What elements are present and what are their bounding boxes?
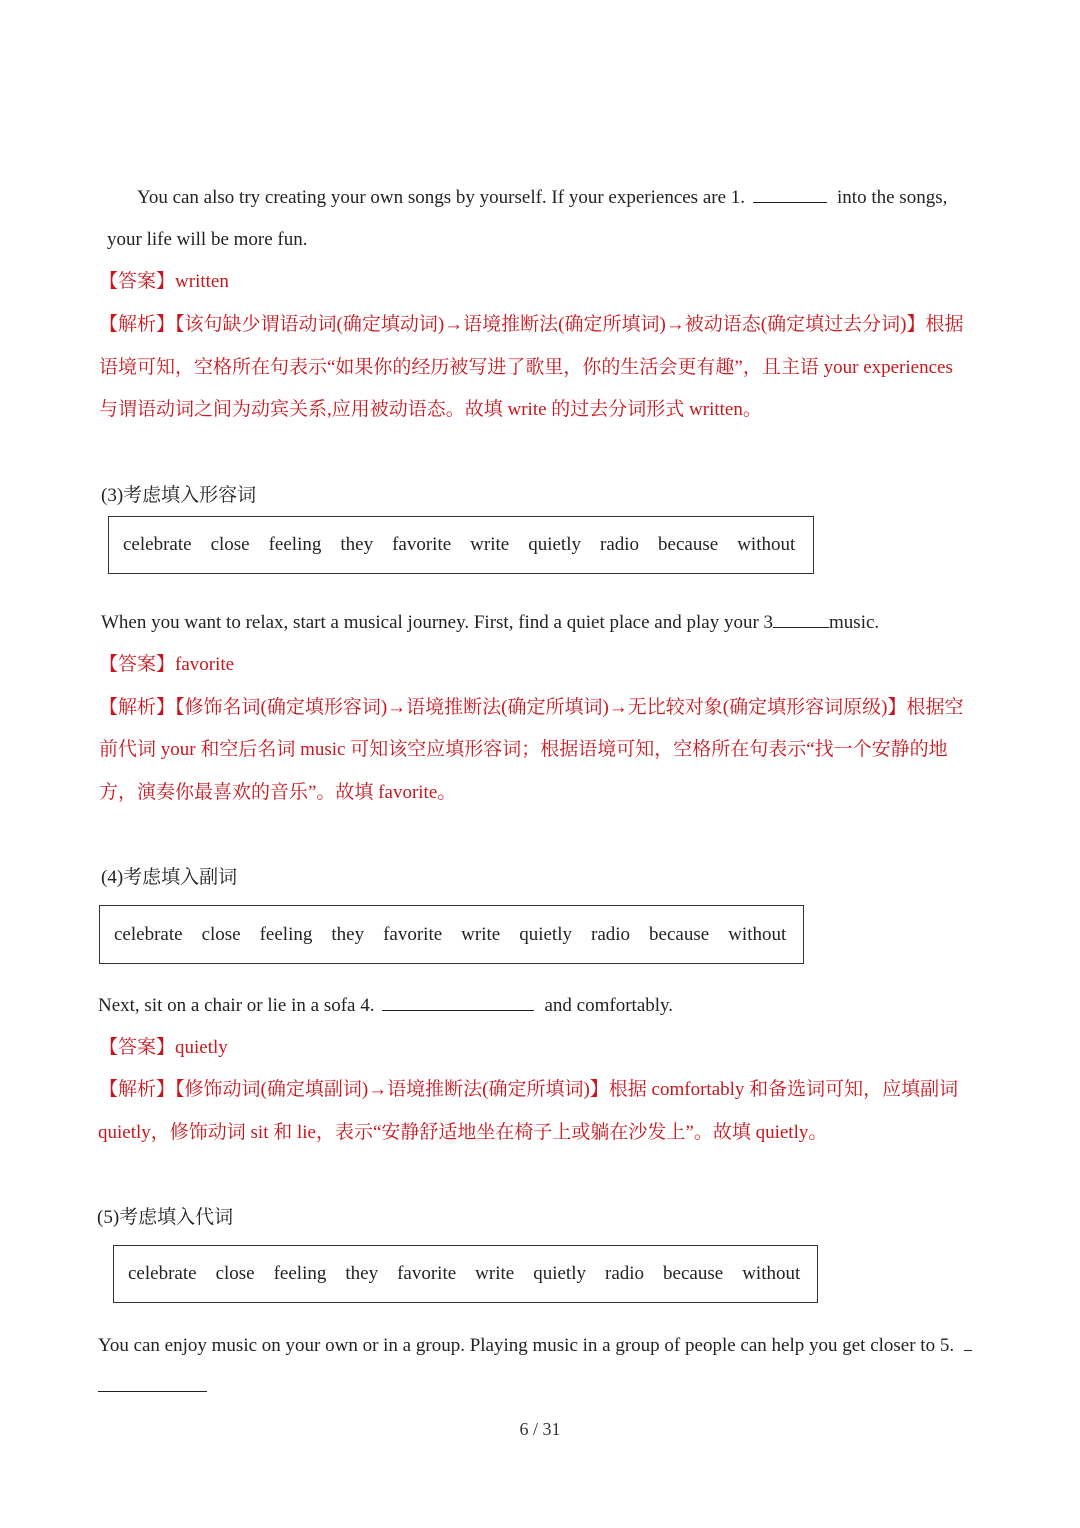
- word-bank-item: without: [728, 923, 787, 945]
- word-bank-item: celebrate: [123, 534, 192, 555]
- q4-answer-line: [99, 1038, 228, 1057]
- q1-sentence-cont: your life will be more fun.: [107, 229, 308, 250]
- word-bank-item: write: [470, 534, 510, 555]
- q5-blank-start: [964, 1349, 972, 1351]
- q1-analysis-line-1: 【解析】【该句缺少谓语动词(确定填动词)→语境推断法(确定所填词)→被动语态(确定填过去分词)】根据: [99, 314, 964, 335]
- q4-analysis-line-2: quietly，修饰动词 sit 和 lie，表示“安静舒适地坐在椅子上或躺在沙发上”。故填 quietly。: [98, 1122, 828, 1143]
- q1-sentence-part-a: You can also try creating your own songs by yourself. If your experiences are 1.: [137, 187, 746, 208]
- q3-blank: [773, 626, 829, 628]
- q3-analysis-line-3: 方，演奏你最喜欢的音乐”。故填 favorite。: [99, 782, 457, 803]
- word-bank-item: feeling: [268, 534, 322, 555]
- page-number: 6 / 31: [519, 1419, 561, 1439]
- word-bank-item: they: [345, 1263, 379, 1284]
- word-bank-item: feeling: [259, 923, 313, 945]
- q4-blank: [382, 1009, 534, 1011]
- q1-answer-line: [99, 272, 229, 291]
- word-bank-item: feeling: [273, 1263, 327, 1284]
- word-bank-item: close: [215, 1263, 255, 1284]
- q5-sentence: [98, 1336, 980, 1355]
- q3-heading: (3)考虑填入形容词: [101, 485, 257, 506]
- word-bank-item: close: [210, 534, 250, 555]
- word-bank-item: because: [663, 1263, 724, 1284]
- word-bank-item: they: [340, 534, 374, 555]
- q1-sentence-part-b: into the songs,: [837, 187, 948, 208]
- q1-blank: [753, 201, 827, 203]
- word-bank-item: radio: [591, 923, 631, 945]
- word-bank-box-q3: [108, 516, 814, 574]
- word-bank-item: write: [475, 1263, 515, 1284]
- answer-tag: 【答案】: [99, 654, 176, 675]
- word-bank-box-q5: [113, 1245, 818, 1303]
- word-bank-item: close: [201, 923, 241, 945]
- word-bank-item: because: [649, 923, 710, 945]
- q5-heading: (5)考虑填入代词: [97, 1207, 234, 1228]
- word-bank-box-q4: [99, 905, 804, 964]
- q3-sentence-part-a: When you want to relax, start a musical journey. First, find a quiet place and play your 3: [101, 612, 774, 633]
- word-bank-item: without: [737, 534, 796, 555]
- word-bank-item: celebrate: [114, 923, 183, 945]
- q5-sentence-part-a: You can enjoy music on your own or in a group. Playing music in a group of people can help you get closer to 5.: [98, 1335, 955, 1356]
- word-bank-item: quietly: [528, 534, 581, 555]
- q1-sentence: [137, 188, 947, 207]
- q4-answer: quietly: [175, 1037, 228, 1058]
- word-bank-item: because: [658, 534, 719, 555]
- q4-analysis-line-1: 【解析】【修饰动词(确定填副词)→语境推断法(确定所填词)】根据 comfortably 和备选词可知，应填副词: [99, 1079, 959, 1100]
- q3-sentence-part-b: music.: [829, 612, 880, 633]
- word-bank-item: favorite: [383, 923, 443, 945]
- q3-sentence: [101, 613, 879, 632]
- q4-heading: (4)考虑填入副词: [101, 867, 238, 888]
- word-bank-item: write: [461, 923, 501, 945]
- word-bank-item: quietly: [519, 923, 572, 945]
- q4-sentence-part-a: Next, sit on a chair or lie in a sofa 4.: [98, 995, 375, 1016]
- answer-tag: 【答案】: [99, 271, 176, 292]
- q3-analysis-line-2: 前代词 your 和空后名词 music 可知该空应填形容词；根据语境可知，空格所在句表示“找一个安静的地: [99, 739, 948, 760]
- word-bank-item: they: [331, 923, 365, 945]
- q1-analysis-line-2: 语境可知，空格所在句表示“如果你的经历被写进了歌里，你的生活会更有趣”，且主语 your experiences: [99, 357, 953, 378]
- q4-sentence-part-b: and comfortably.: [544, 995, 674, 1016]
- answer-tag: 【答案】: [99, 1037, 176, 1058]
- word-bank-item: celebrate: [128, 1263, 197, 1284]
- word-bank-item: quietly: [533, 1263, 586, 1284]
- word-bank-item: radio: [600, 534, 640, 555]
- q3-answer-line: [99, 655, 234, 674]
- q3-answer: favorite: [175, 654, 235, 675]
- word-bank-item: radio: [605, 1263, 645, 1284]
- q1-answer: written: [175, 271, 229, 292]
- q3-analysis-line-1: 【解析】【修饰名词(确定填形容词)→语境推断法(确定所填词)→无比较对象(确定填形容词原级)】根据空: [99, 697, 964, 718]
- word-bank-item: favorite: [397, 1263, 457, 1284]
- word-bank-item: favorite: [392, 534, 452, 555]
- word-bank-item: without: [742, 1263, 801, 1284]
- q5-blank: [98, 1391, 207, 1392]
- q4-sentence: [98, 996, 673, 1015]
- q1-analysis-line-3: 与谓语动词之间为动宾关系,应用被动语态。故填 write 的过去分词形式 written。: [99, 399, 762, 420]
